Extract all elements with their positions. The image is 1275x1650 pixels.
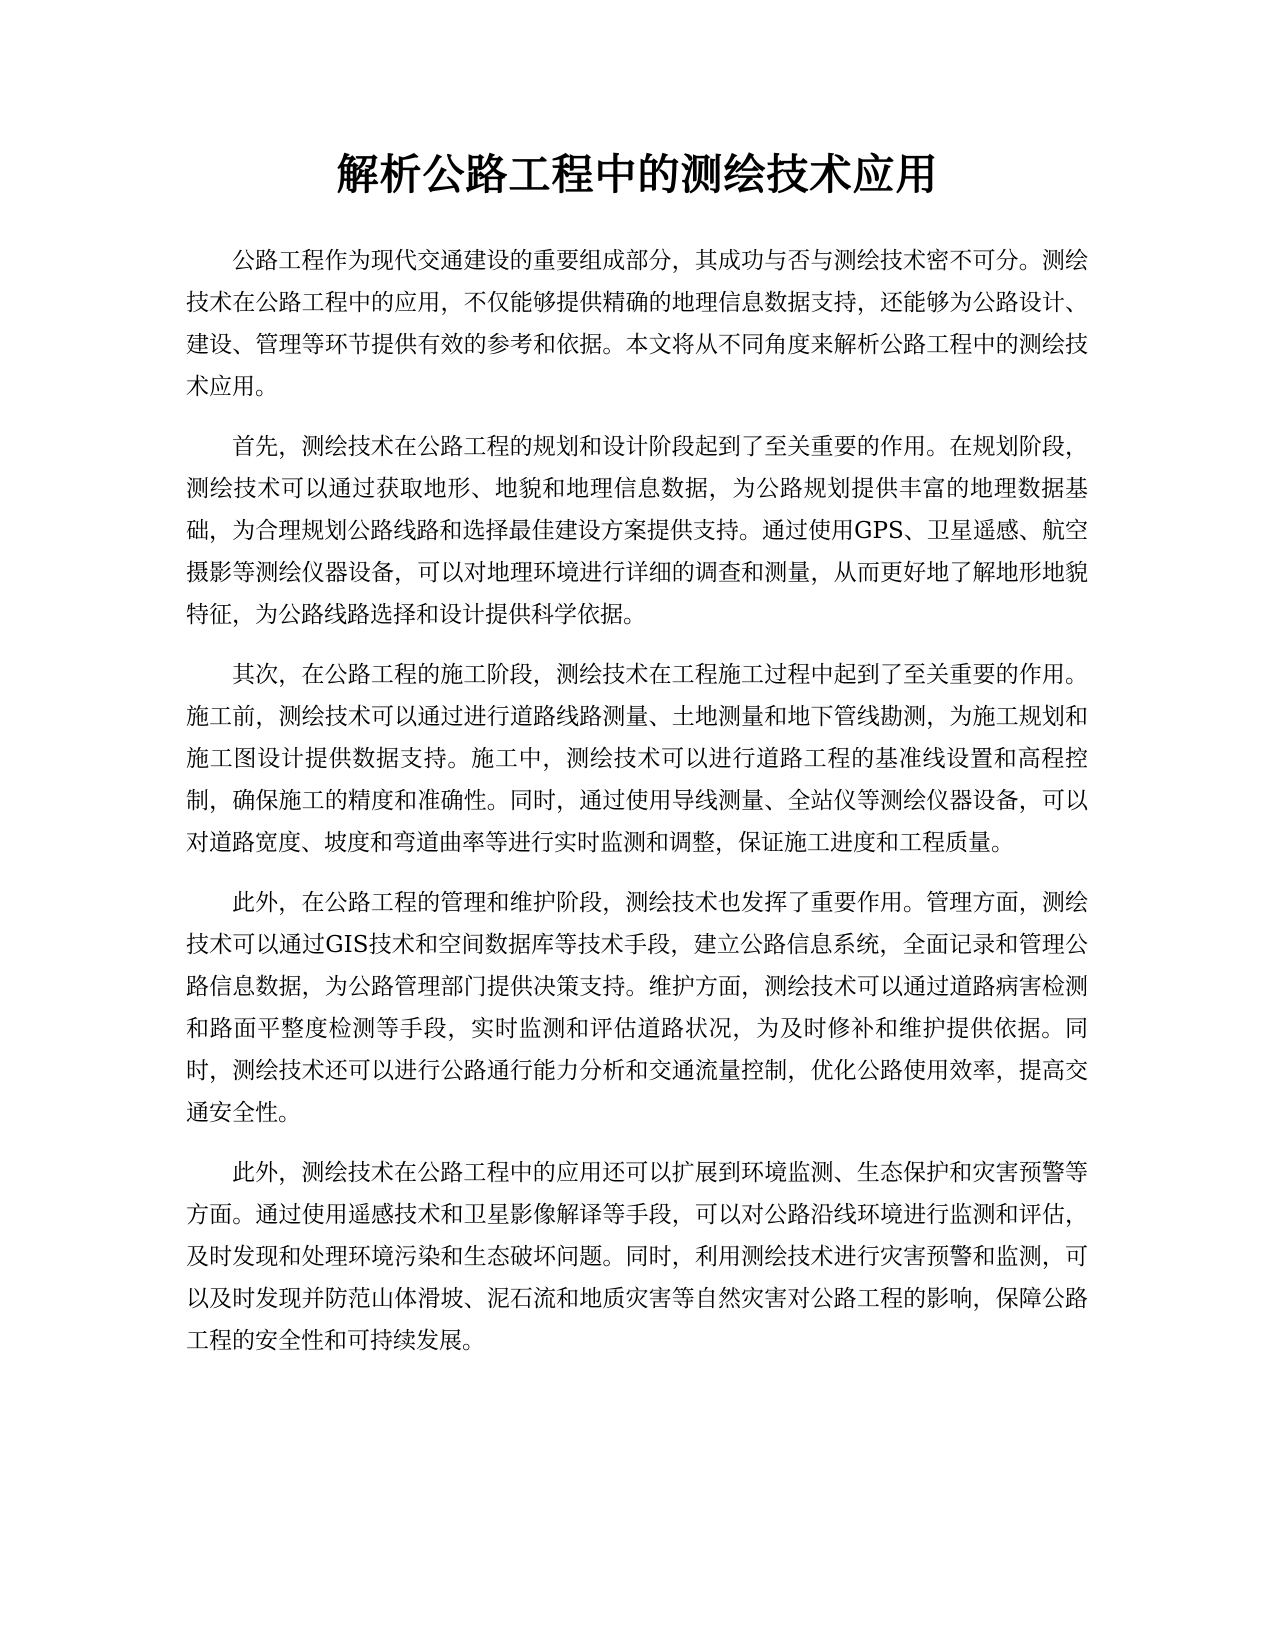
paragraph-planning-design: 首先，测绘技术在公路工程的规划和设计阶段起到了至关重要的作用。在规划阶段，测绘技术可以通过获取地形、地貌和地理信息数据，为公路规划提供丰富的地理数据基础，为合理规划公路线路和选择最佳建设方案提供支持。通过使用GPS、卫星遥感、航空摄影等测绘仪器设备，可以对地理环境进行详细的调查和测量，从而更好地了解地形地貌特征，为公路线路选择和设计提供科学依据。: [186, 434, 1088, 628]
document-title: 解析公路工程中的测绘技术应用: [336, 150, 939, 199]
paragraph-management-maintenance: 此外，在公路工程的管理和维护阶段，测绘技术也发挥了重要作用。管理方面，测绘技术可以通过GIS技术和空间数据库等技术手段，建立公路信息系统，全面记录和管理公路信息数据，为公路管理部门提供决策支持。维护方面，测绘技术可以通过道路病害检测和路面平整度检测等手段，实时监测和评估道路状况，为及时修补和维护提供依据。同时，测绘技术还可以进行公路通行能力分析和交通流量控制，优化公路使用效率，提高交通安全性。: [186, 890, 1088, 1126]
paragraph-construction: 其次，在公路工程的施工阶段，测绘技术在工程施工过程中起到了至关重要的作用。施工前，测绘技术可以通过进行道路线路测量、土地测量和地下管线勘测，为施工规划和施工图设计提供数据支持。施工中，测绘技术可以进行道路工程的基准线设置和高程控制，确保施工的精度和准确性。同时，通过使用导线测量、全站仪等测绘仪器设备，可以对道路宽度、坡度和弯道曲率等进行实时监测和调整，保证施工进度和工程质量。: [186, 662, 1088, 856]
paragraph-intro: 公路工程作为现代交通建设的重要组成部分，其成功与否与测绘技术密不可分。测绘技术在公路工程中的应用，不仅能够提供精确的地理信息数据支持，还能够为公路设计、建设、管理等环节提供有效的参考和依据。本文将从不同角度来解析公路工程中的测绘技术应用。: [186, 248, 1088, 400]
paragraph-environment-disaster: 此外，测绘技术在公路工程中的应用还可以扩展到环境监测、生态保护和灾害预警等方面。通过使用遥感技术和卫星影像解译等手段，可以对公路沿线环境进行监测和评估，及时发现和处理环境污染和生态破坏问题。同时，利用测绘技术进行灾害预警和监测，可以及时发现并防范山体滑坡、泥石流和地质灾害等自然灾害对公路工程的影响，保障公路工程的安全性和可持续发展。: [186, 1160, 1088, 1354]
document-body: [186, 240, 1088, 1380]
